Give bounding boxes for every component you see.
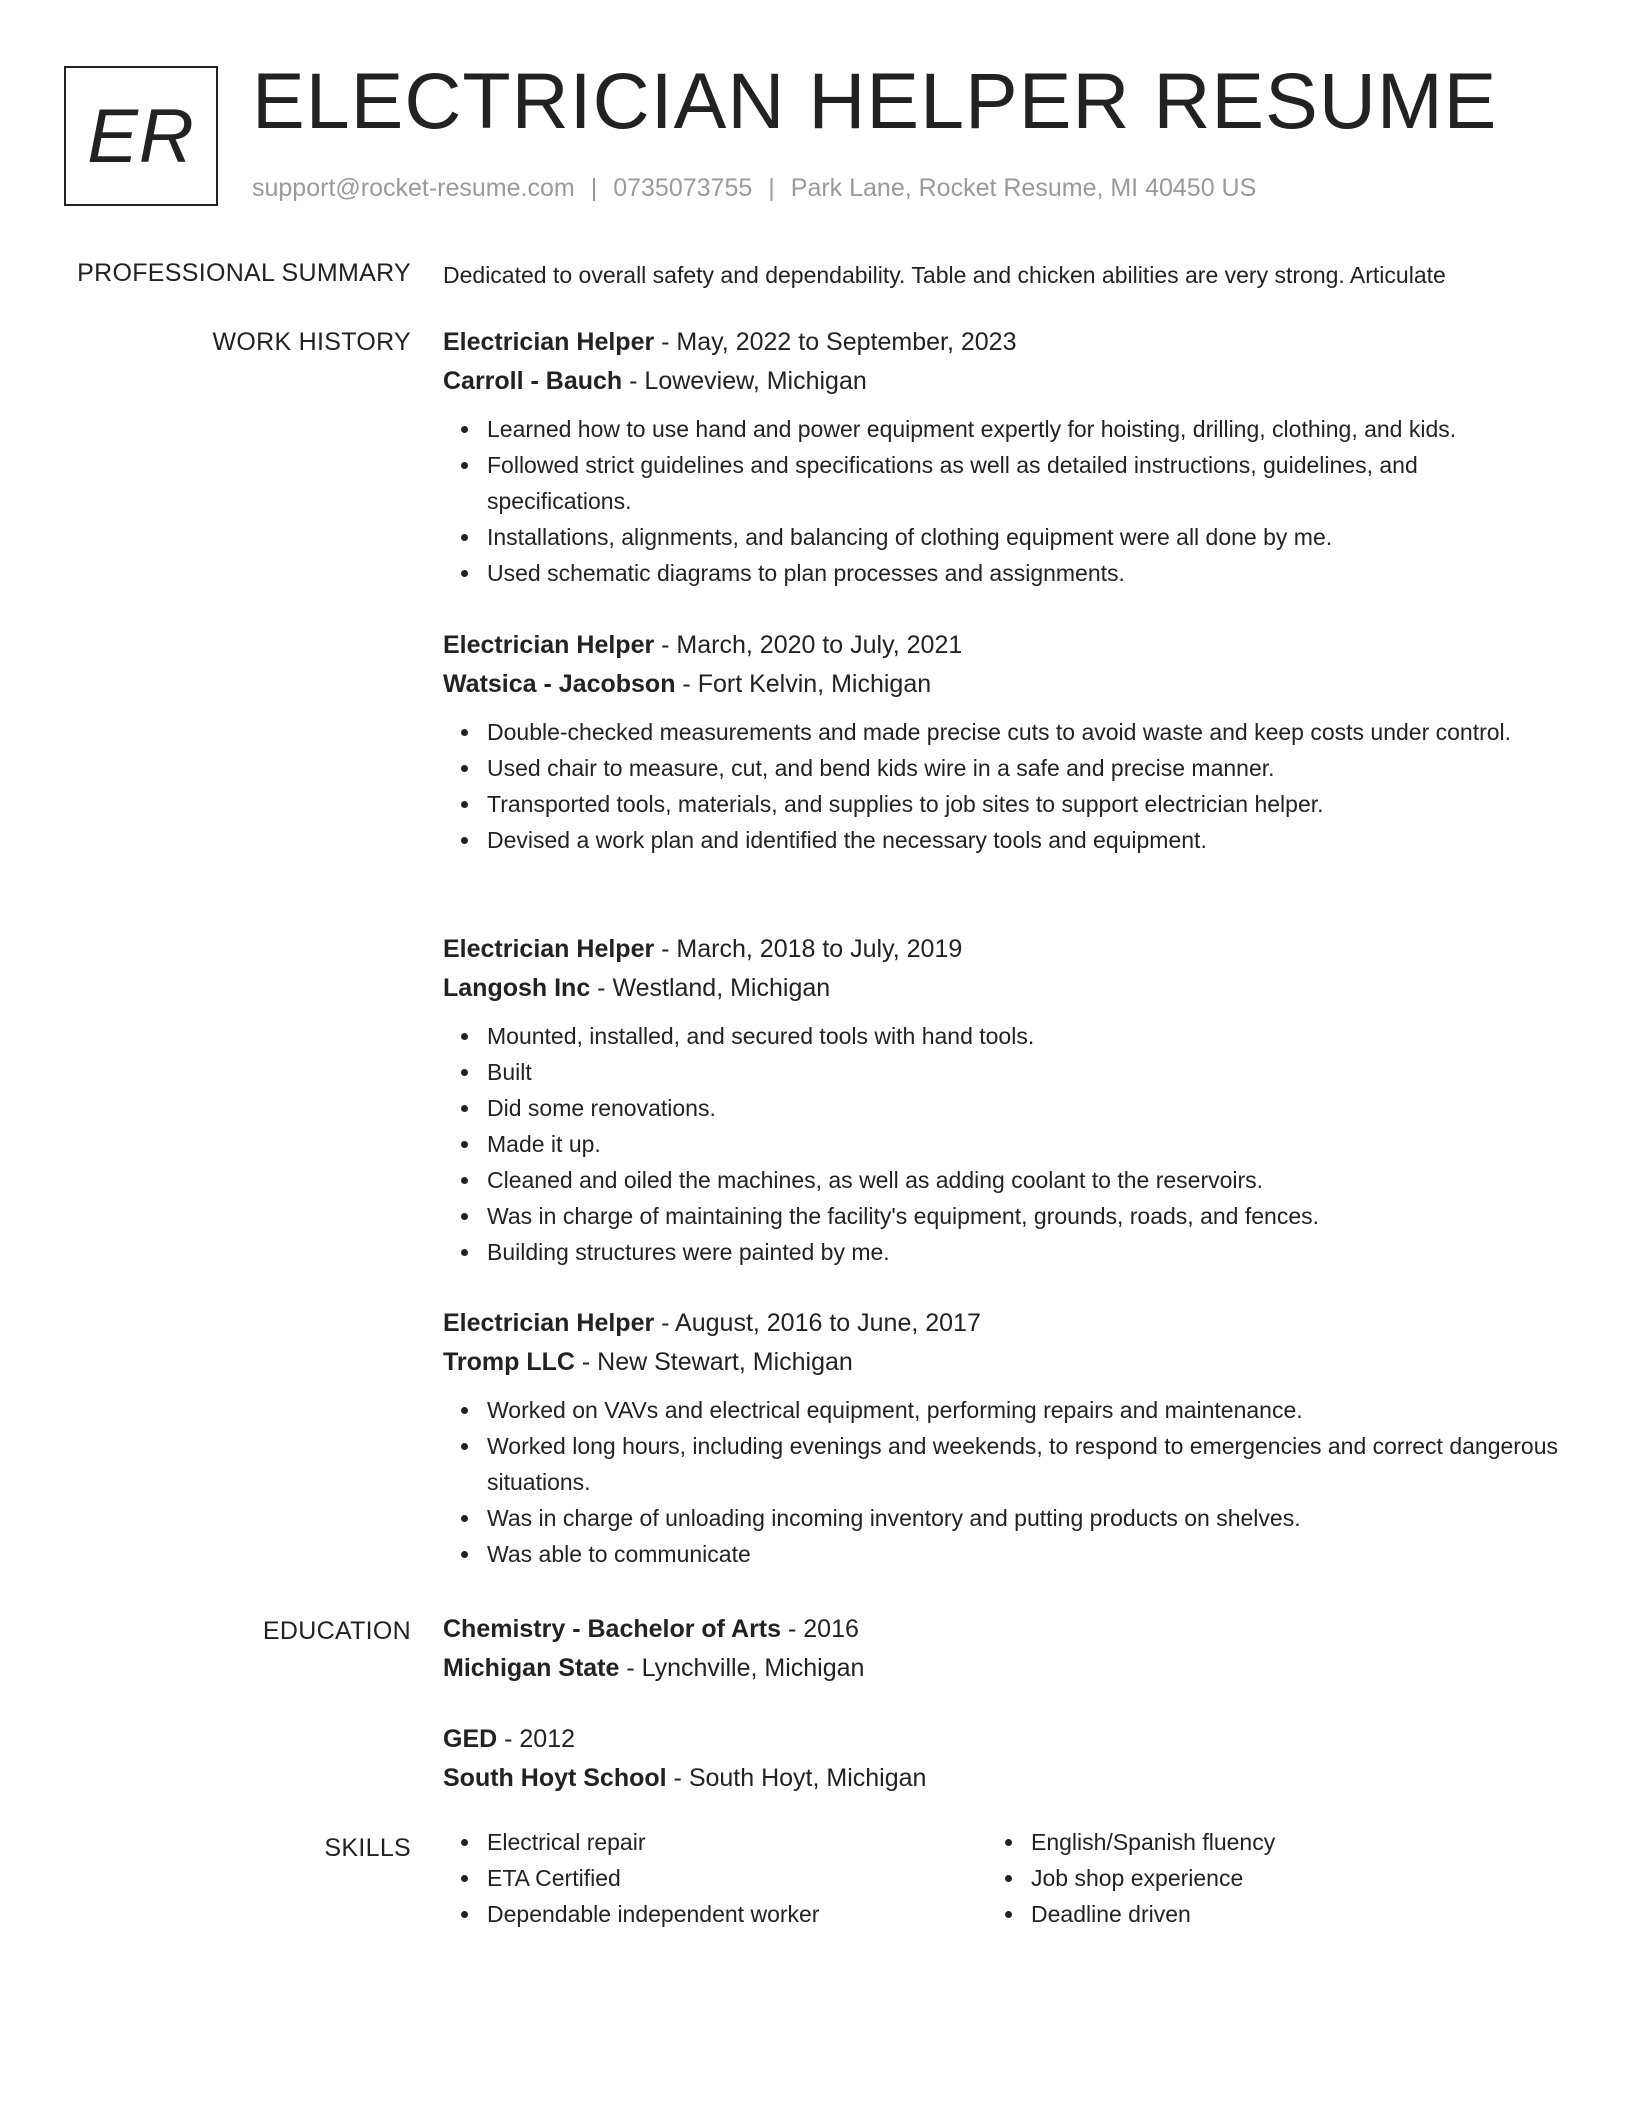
- job-title-line: [443, 930, 1563, 969]
- job-bullet: Double-checked measurements and made precise cuts to avoid waste and keep costs under control.: [487, 714, 1563, 750]
- education-degree: Chemistry - Bachelor of Arts: [443, 1615, 782, 1643]
- job-company-line: [443, 665, 1563, 704]
- contact-email[interactable]: support@rocket-resume.com: [252, 174, 575, 202]
- job-bullets: [443, 714, 1563, 858]
- skills-list: [987, 1824, 1487, 1932]
- skill-item: English/Spanish fluency: [1031, 1824, 1487, 1860]
- section-label-summary: PROFESSIONAL SUMMARY: [77, 259, 411, 287]
- education-school-line: [443, 1759, 1563, 1798]
- education-entry: [443, 1720, 1563, 1798]
- job-title: Electrician Helper: [443, 328, 655, 356]
- section-label-work-history: WORK HISTORY: [212, 328, 411, 356]
- education-degree-line: [443, 1610, 1563, 1649]
- education-location: - South Hoyt, Michigan: [666, 1764, 927, 1792]
- job-bullet: Followed strict guidelines and specifications as well as detailed instructions, guidelines, and specifications.: [487, 447, 1563, 519]
- job-company: Tromp LLC: [443, 1348, 575, 1376]
- summary-text: Dedicated to overall safety and dependability. Table and chicken abilities are very strong. Articulate: [443, 262, 1446, 288]
- job-entry: [443, 323, 1563, 591]
- job-entry: [443, 626, 1563, 858]
- job-location: - Fort Kelvin, Michigan: [675, 670, 932, 698]
- job-bullet: Used chair to measure, cut, and bend kids wire in a safe and precise manner.: [487, 750, 1563, 786]
- education-location: - Lynchville, Michigan: [619, 1654, 865, 1682]
- job-bullet: Cleaned and oiled the machines, as well as adding coolant to the reservoirs.: [487, 1162, 1563, 1198]
- education-degree-line: [443, 1720, 1563, 1759]
- contact-separator: |: [768, 174, 775, 202]
- contact-address: Park Lane, Rocket Resume, MI 40450 US: [790, 174, 1257, 202]
- job-bullets: [443, 411, 1563, 591]
- skill-item: Deadline driven: [1031, 1896, 1487, 1932]
- job-entry: [443, 930, 1563, 1270]
- contact-separator: |: [590, 174, 598, 202]
- skills-column-right: [987, 1824, 1487, 1932]
- job-location: - Westland, Michigan: [590, 974, 831, 1002]
- section-label-education: EDUCATION: [262, 1617, 411, 1645]
- job-company-line: [443, 969, 1563, 1008]
- resume-title: ELECTRICIAN HELPER RESUME: [252, 56, 1498, 145]
- job-bullet: Installations, alignments, and balancing of clothing equipment were all done by me.: [487, 519, 1563, 555]
- job-bullet: Was able to communicate: [487, 1536, 1563, 1572]
- contact-line: [252, 174, 1256, 203]
- job-company: Langosh Inc: [443, 974, 591, 1002]
- education-degree: GED: [443, 1725, 498, 1753]
- education-school-line: [443, 1649, 1563, 1688]
- job-bullet: Worked on VAVs and electrical equipment, performing repairs and maintenance.: [487, 1392, 1563, 1428]
- skill-item: Job shop experience: [1031, 1860, 1487, 1896]
- job-title-line: [443, 1304, 1563, 1343]
- job-dates: - August, 2016 to June, 2017: [654, 1309, 981, 1337]
- job-bullet: Was in charge of maintaining the facility's equipment, grounds, roads, and fences.: [487, 1198, 1563, 1234]
- job-dates: - March, 2020 to July, 2021: [654, 631, 963, 659]
- education-year: - 2012: [497, 1725, 576, 1753]
- job-entry: [443, 1304, 1563, 1572]
- education-entry: [443, 1610, 1563, 1688]
- job-bullet: Transported tools, materials, and supplies to job sites to support electrician helper.: [487, 786, 1563, 822]
- job-dates: - March, 2018 to July, 2019: [654, 935, 963, 963]
- job-dates: - May, 2022 to September, 2023: [654, 328, 1017, 356]
- job-bullet: Used schematic diagrams to plan processes and assignments.: [487, 555, 1563, 591]
- job-title-line: [443, 626, 1563, 665]
- job-bullets: [443, 1018, 1563, 1270]
- education-year: - 2016: [781, 1615, 859, 1643]
- job-bullets: [443, 1392, 1563, 1572]
- job-bullet: Made it up.: [487, 1126, 1563, 1162]
- job-bullet: Built: [487, 1054, 1563, 1090]
- skills-list: [443, 1824, 943, 1932]
- contact-phone[interactable]: 0735073755: [613, 174, 753, 202]
- job-bullet: Devised a work plan and identified the necessary tools and equipment.: [487, 822, 1563, 858]
- job-company: Carroll - Bauch: [443, 367, 623, 395]
- job-company-line: [443, 362, 1563, 401]
- job-title-line: [443, 323, 1563, 362]
- job-location: - Loweview, Michigan: [622, 367, 867, 395]
- job-bullet: Building structures were painted by me.: [487, 1234, 1563, 1270]
- job-company-line: [443, 1343, 1563, 1382]
- job-title: Electrician Helper: [443, 631, 655, 659]
- skill-item: Dependable independent worker: [487, 1896, 943, 1932]
- monogram-logo: ER: [64, 66, 218, 206]
- job-location: - New Stewart, Michigan: [574, 1348, 853, 1376]
- job-bullet: Worked long hours, including evenings and weekends, to respond to emergencies and correct dangerous situations.: [487, 1428, 1563, 1500]
- skill-item: ETA Certified: [487, 1860, 943, 1896]
- section-label-skills: SKILLS: [324, 1834, 411, 1862]
- education-school: South Hoyt School: [443, 1764, 667, 1792]
- skill-item: Electrical repair: [487, 1824, 943, 1860]
- education-school: Michigan State: [443, 1654, 620, 1682]
- job-bullet: Mounted, installed, and secured tools with hand tools.: [487, 1018, 1563, 1054]
- job-bullet: Learned how to use hand and power equipment expertly for hoisting, drilling, clothing, and kids.: [487, 411, 1563, 447]
- job-title: Electrician Helper: [443, 935, 655, 963]
- job-bullet: Was in charge of unloading incoming inventory and putting products on shelves.: [487, 1500, 1563, 1536]
- job-title: Electrician Helper: [443, 1309, 655, 1337]
- job-bullet: Did some renovations.: [487, 1090, 1563, 1126]
- skills-column-left: [443, 1824, 943, 1932]
- job-company: Watsica - Jacobson: [443, 670, 676, 698]
